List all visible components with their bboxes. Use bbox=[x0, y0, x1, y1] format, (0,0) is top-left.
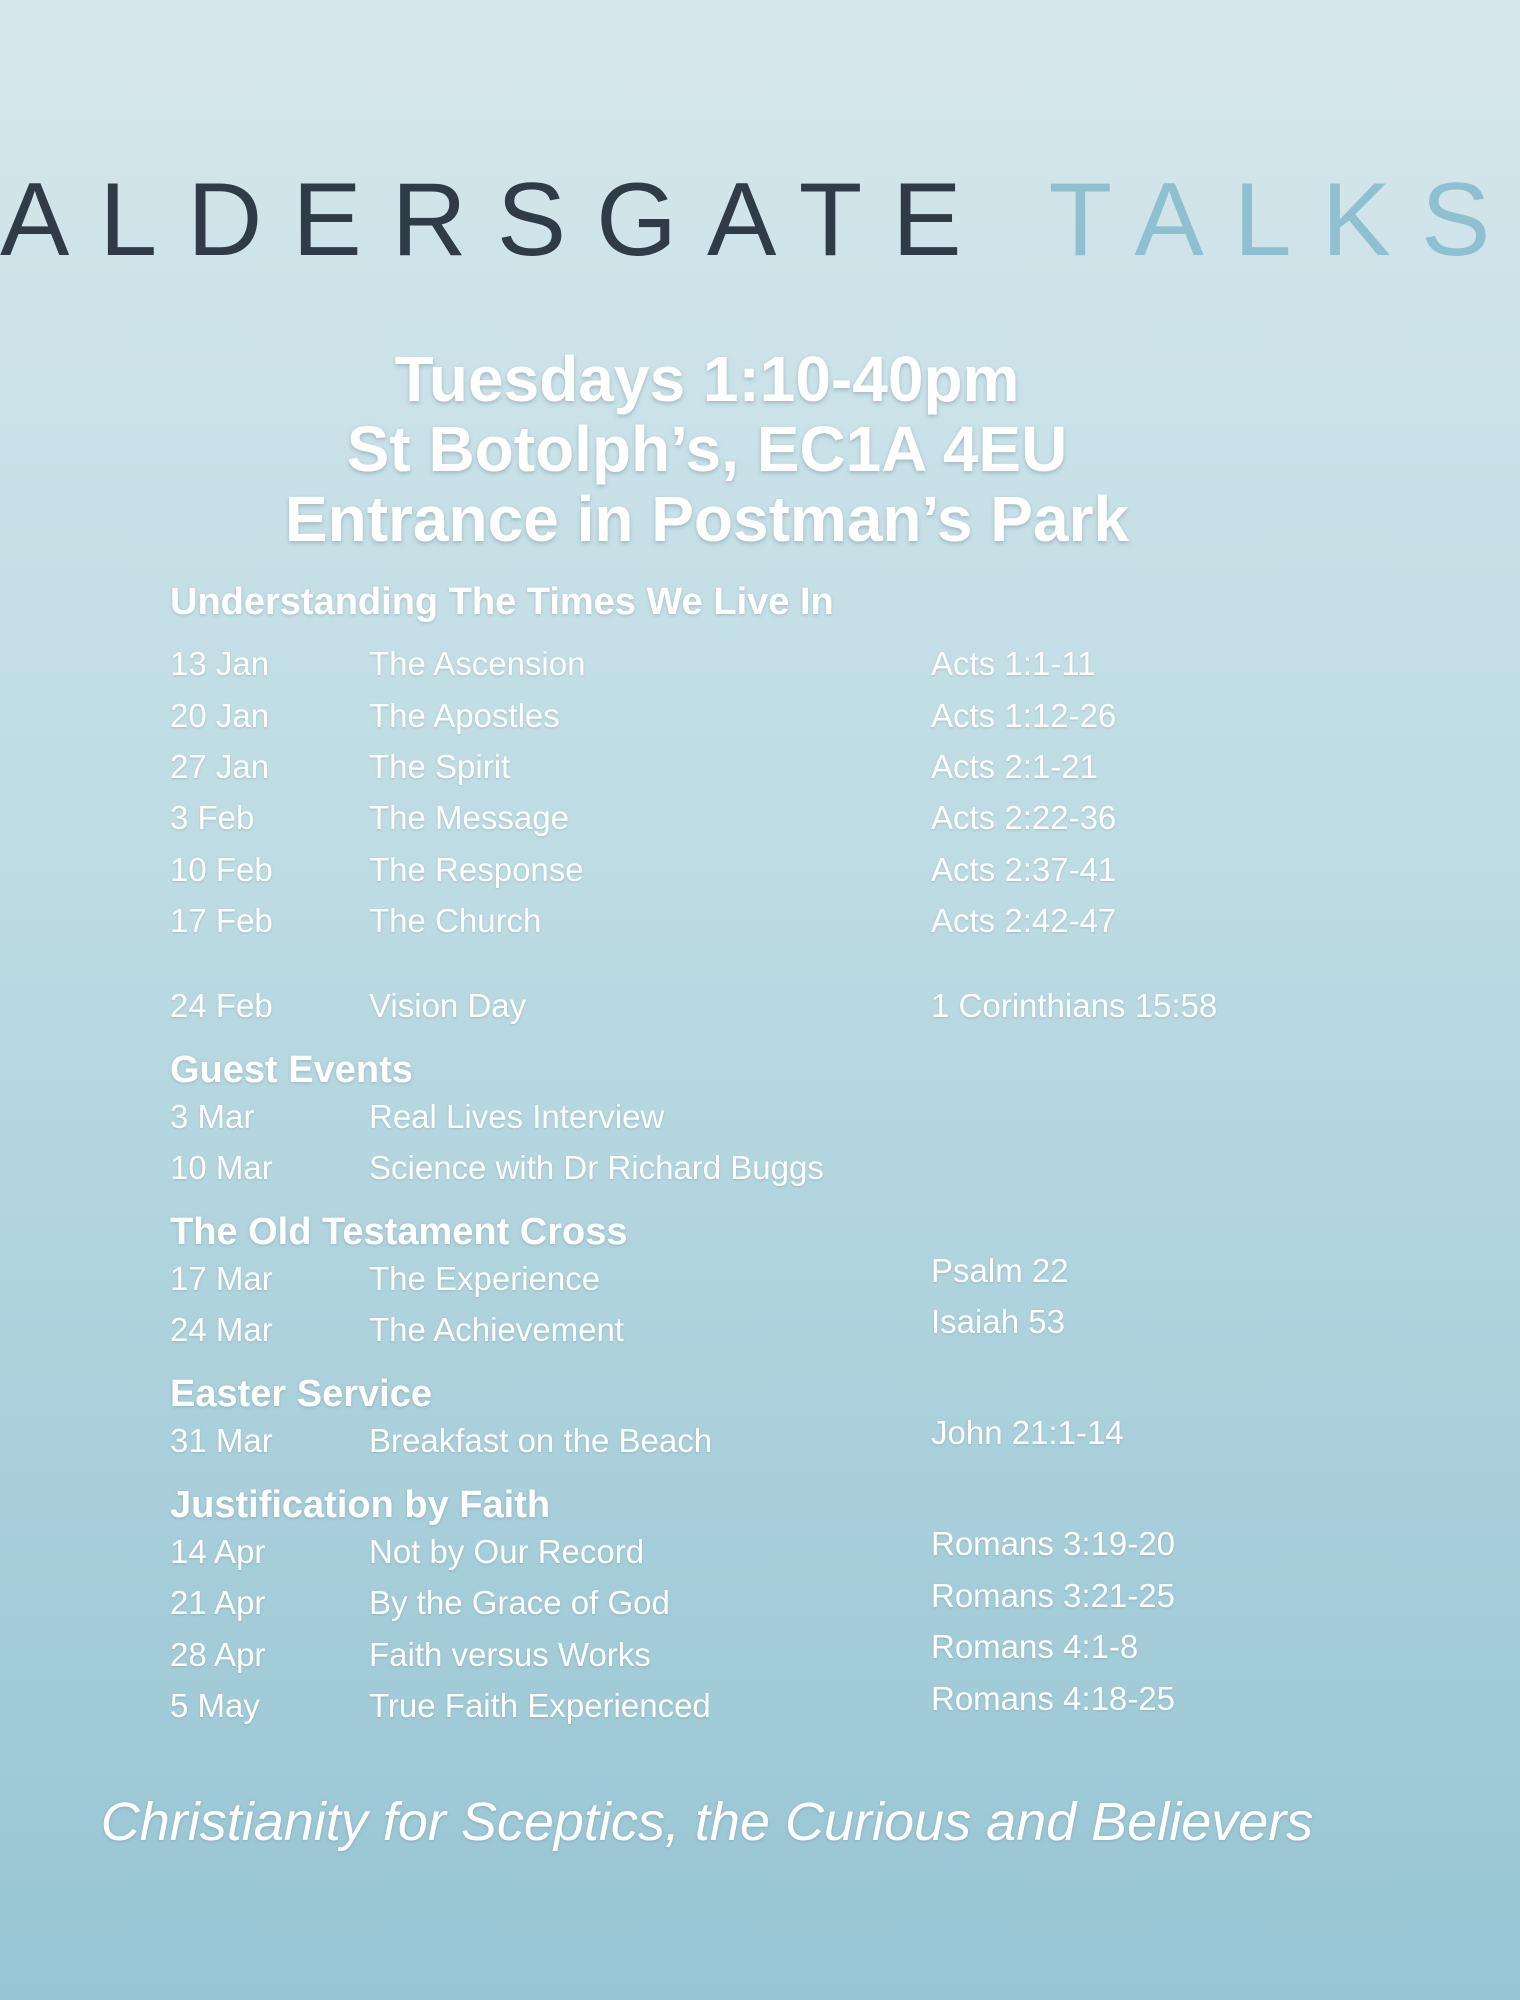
talk-title: Faith versus Works bbox=[369, 1636, 651, 1673]
brand-title bbox=[0, 162, 1520, 278]
talk-reference: 1 Corinthians 15:58 bbox=[931, 987, 1218, 1024]
series-heading: Justification by Faith bbox=[170, 1484, 551, 1526]
talk-title: The Experience bbox=[369, 1260, 601, 1297]
talk-reference: Acts 1:12-26 bbox=[931, 697, 1117, 734]
talk-date: 20 Jan bbox=[170, 697, 270, 734]
talk-title: The Ascension bbox=[369, 645, 586, 682]
talk-reference: Acts 2:42-47 bbox=[931, 902, 1117, 939]
talk-reference: Isaiah 53 bbox=[931, 1303, 1065, 1340]
talk-date: 10 Feb bbox=[170, 851, 273, 888]
talk-title: Vision Day bbox=[369, 987, 527, 1024]
talk-date: 24 Mar bbox=[170, 1311, 273, 1348]
talk-title: The Achievement bbox=[369, 1311, 624, 1348]
talk-date: 14 Apr bbox=[170, 1533, 266, 1570]
series-heading: The Old Testament Cross bbox=[170, 1211, 628, 1253]
event-entrance: Entrance in Postman’s Park bbox=[284, 483, 1130, 555]
talk-reference: Acts 2:1-21 bbox=[931, 748, 1098, 785]
talk-reference: John 21:1-14 bbox=[931, 1414, 1124, 1451]
talk-reference: Romans 4:18-25 bbox=[931, 1680, 1175, 1717]
series-heading: Easter Service bbox=[170, 1373, 432, 1415]
talk-title: The Response bbox=[369, 851, 584, 888]
talk-title: Breakfast on the Beach bbox=[369, 1422, 713, 1459]
talk-date: 28 Apr bbox=[170, 1636, 266, 1673]
talk-date: 13 Jan bbox=[170, 645, 270, 682]
talk-reference: Psalm 22 bbox=[931, 1252, 1069, 1289]
talk-reference: Romans 3:21-25 bbox=[931, 1577, 1175, 1614]
event-venue: St Botolph’s, EC1A 4EU bbox=[346, 413, 1068, 485]
talk-reference: Acts 2:22-36 bbox=[931, 799, 1117, 836]
talk-date: 27 Jan bbox=[170, 748, 270, 785]
talk-date: 3 Feb bbox=[170, 799, 255, 836]
talk-title: The Message bbox=[369, 799, 569, 836]
talk-date: 5 May bbox=[170, 1687, 260, 1724]
talk-reference: Acts 2:37-41 bbox=[931, 851, 1117, 888]
talk-date: 3 Mar bbox=[170, 1098, 255, 1135]
talk-date: 21 Apr bbox=[170, 1584, 266, 1621]
talk-title: The Apostles bbox=[369, 697, 560, 734]
series-heading: Guest Events bbox=[170, 1049, 413, 1091]
series-heading: Understanding The Times We Live In bbox=[170, 581, 834, 623]
talk-date: 31 Mar bbox=[170, 1422, 273, 1459]
talk-title: By the Grace of God bbox=[369, 1584, 670, 1621]
talk-title: Not by Our Record bbox=[369, 1533, 645, 1570]
talk-title: The Church bbox=[369, 902, 542, 939]
talk-date: 17 Feb bbox=[170, 902, 273, 939]
talk-title: Science with Dr Richard Buggs bbox=[369, 1149, 824, 1186]
talk-title: The Spirit bbox=[369, 748, 511, 785]
event-info bbox=[0, 344, 1414, 554]
talk-title: True Faith Experienced bbox=[369, 1687, 711, 1724]
talk-reference: Acts 1:1-11 bbox=[931, 645, 1096, 682]
talk-date: 17 Mar bbox=[170, 1260, 273, 1297]
brand-secondary: TALKS bbox=[1048, 162, 1520, 278]
talk-reference: Romans 3:19-20 bbox=[931, 1525, 1175, 1562]
event-time: Tuesdays 1:10-40pm bbox=[394, 343, 1020, 415]
brand-primary: ALDERSGATE bbox=[0, 162, 992, 278]
talk-date: 24 Feb bbox=[170, 987, 273, 1024]
talk-title: Real Lives Interview bbox=[369, 1098, 665, 1135]
tagline: Christianity for Sceptics, the Curious and Believers bbox=[100, 1792, 1314, 1852]
talk-reference: Romans 4:1-8 bbox=[931, 1628, 1139, 1665]
talk-date: 10 Mar bbox=[170, 1149, 273, 1186]
